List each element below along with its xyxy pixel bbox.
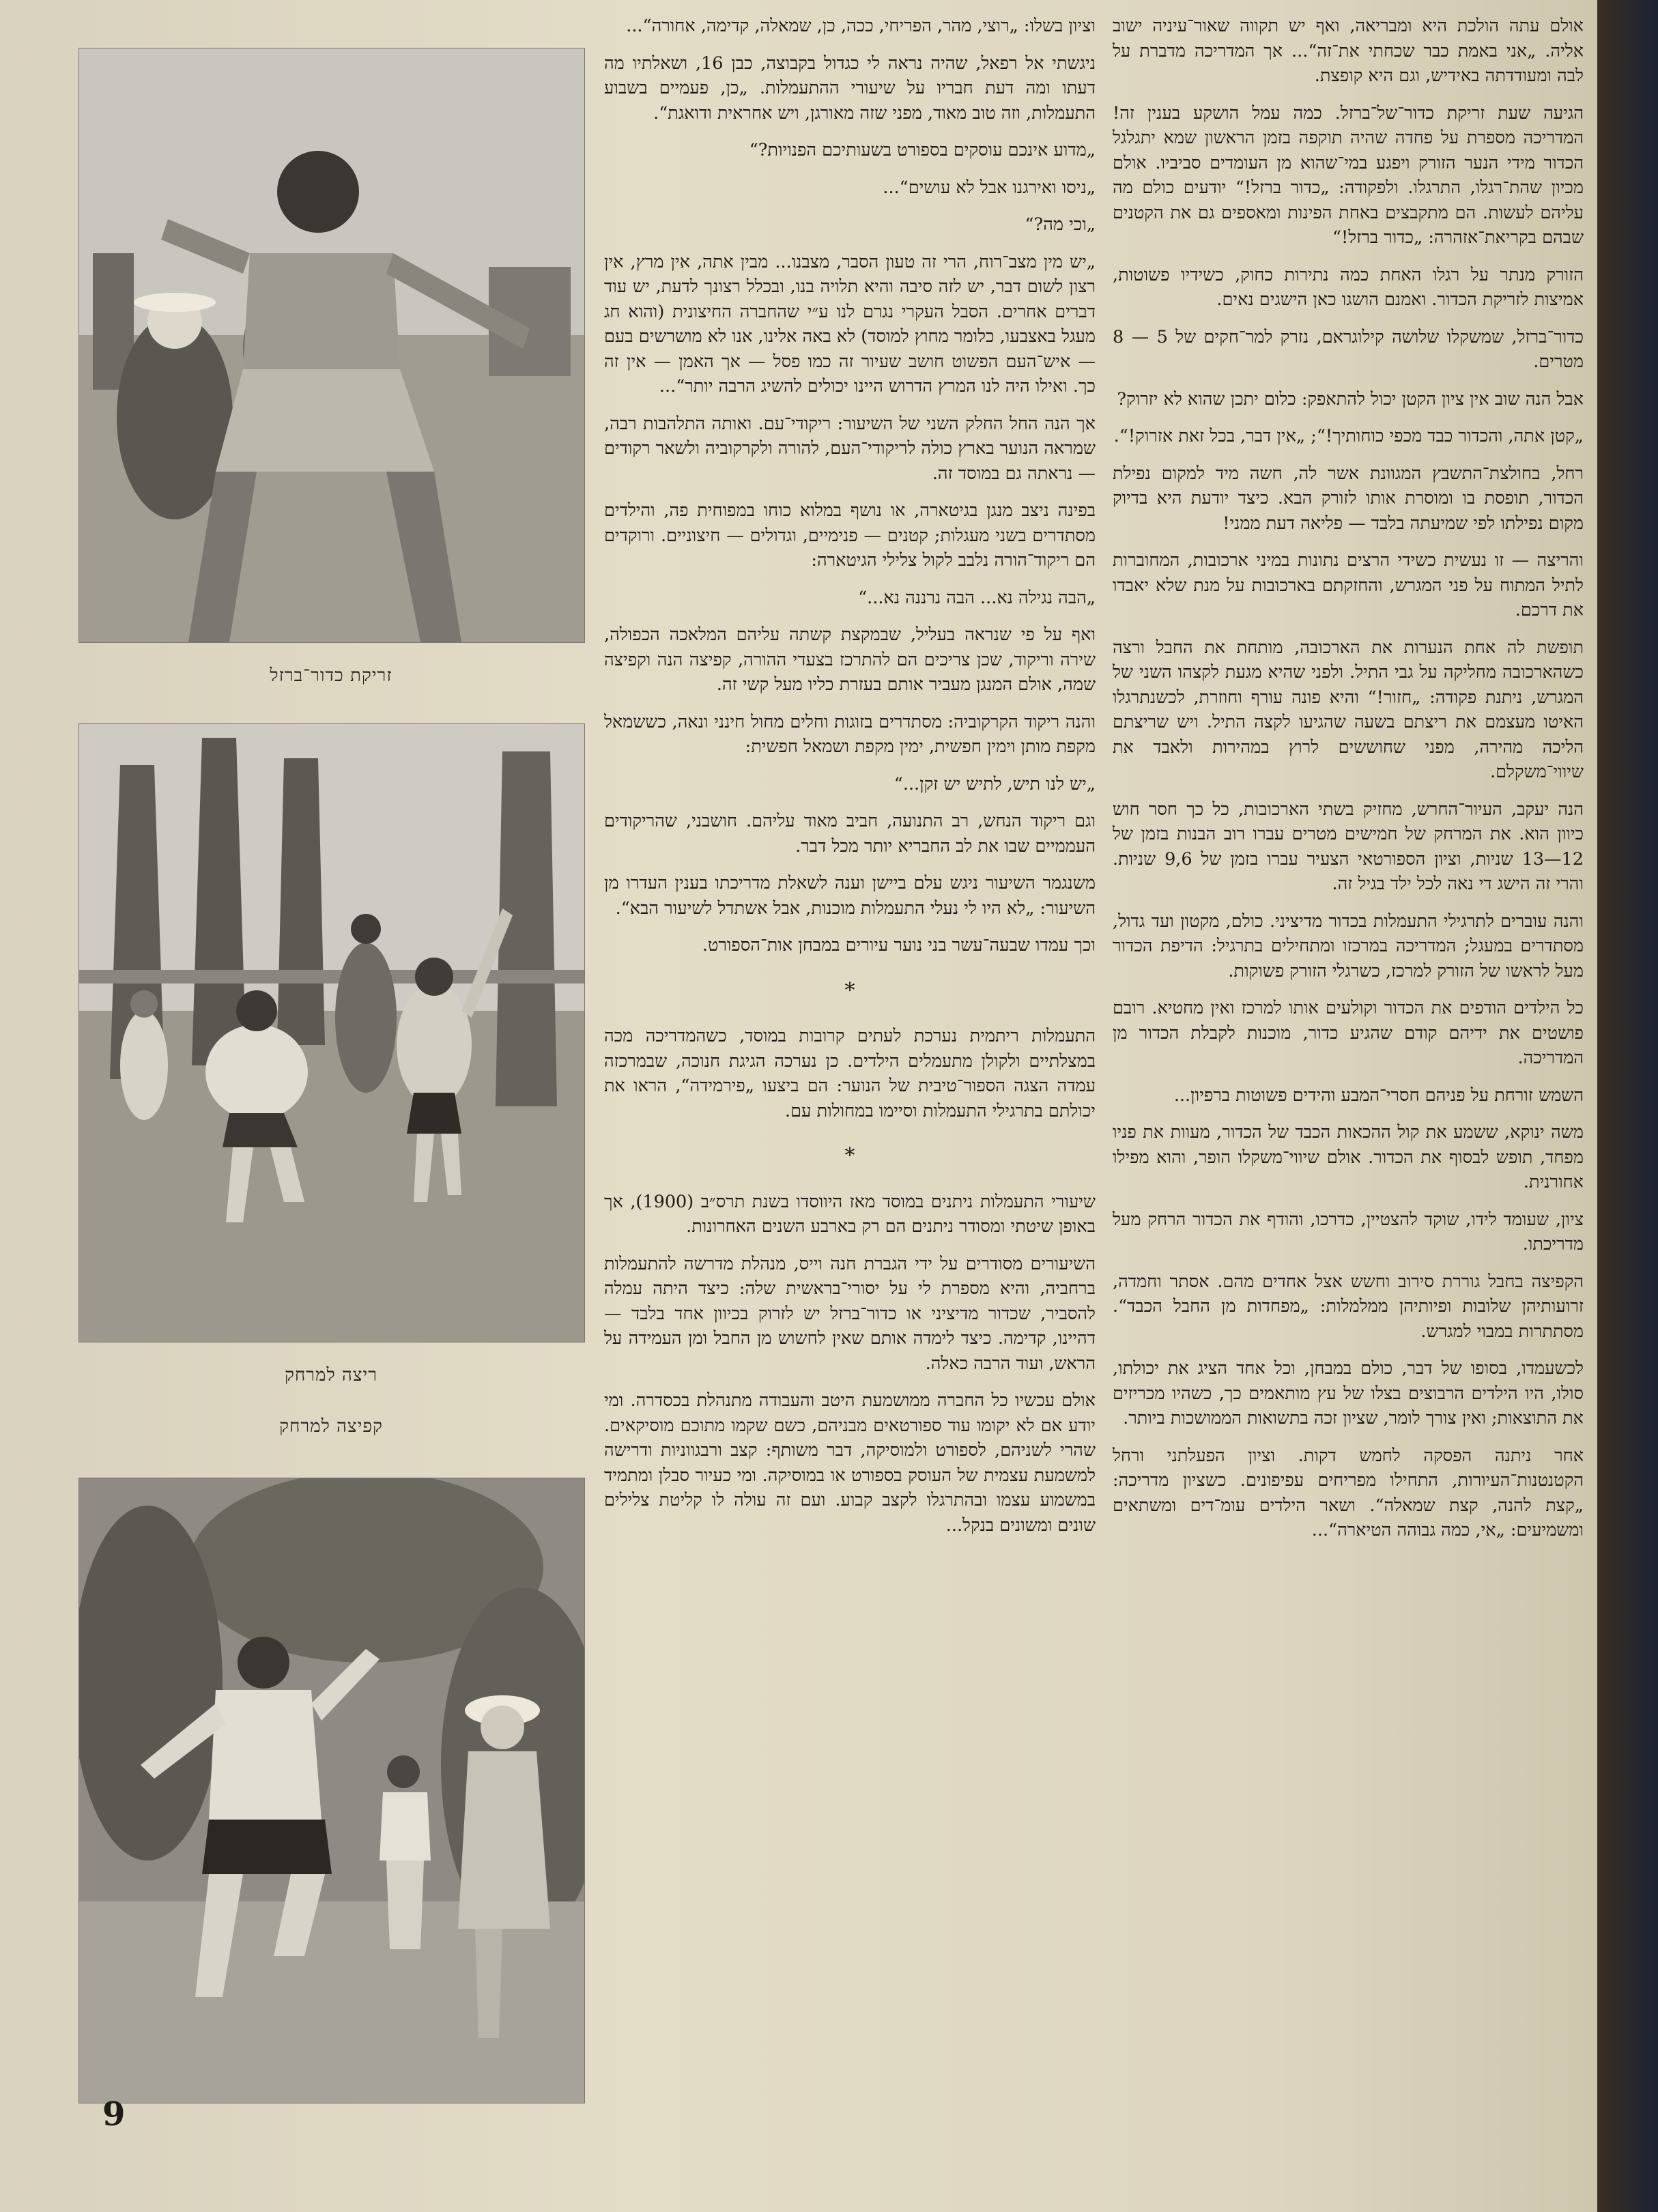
photo-running-image xyxy=(79,724,584,1342)
page-edge-shadow xyxy=(1597,0,1658,2212)
paragraph: אך הנה החל החלק השני של השיעור: ריקודי־עם. ואותה התלהבות רבה, שמראה הנוער בארץ כולה לריקודי־העם, להורה ולקרקוביה ולשאר רקודים — נראתה גם במוסד זה. xyxy=(604,413,1096,484)
photo-long-jump xyxy=(78,1478,585,2103)
paragraph: תופשת לה אחת הנערות את הארכובה, מותחת את החבל ורצה כשהארכובה מחליקה על גבי התיל. ולפני שהיא מגעת לקצהו השני של המגרש, ניתנת פקודה: „חזור!“ והיא פונה עורף וחוזרת, לכשנתרגלו האיטו מעצמם את ריצתם בשעה שהגיעו לקצה התיל. ויש שריצתם הליכה מהירה, מפני שחוששים לרוץ במהירות ולאבד את שיווי־משקלם. xyxy=(1113,637,1584,782)
section-divider: * xyxy=(844,1144,855,1168)
paragraph: לכשעמדו, בסופו של דבר, כולם במבחן, וכל אחד הציג את יכולתו, סולו, היו הילדים הרבוצים בצלו של עץ מותאמים כך, כשהיו מכריזים את התוצאות; ואין צורך לומר, שציון זכה בתשואות הממושכות ביותר. xyxy=(1113,1358,1584,1428)
photo-long-jump-image xyxy=(79,1478,584,2103)
left-text-column xyxy=(604,14,1096,1550)
paragraph: כדור־ברזל, שמשקלו שלושה קילוגראם, נזרק למר־חקים של 5 — 8 מטרים. xyxy=(1113,326,1584,372)
paragraph: „מדוע אינכם עוסקים בספורט בשעותיכם הפנויות?“ xyxy=(749,140,1096,160)
paragraph: „יש לנו תיש, לתיש יש זקן...“ xyxy=(894,773,1096,794)
paragraph: וגם ריקוד הנחש, רב התנועה, חביב מאוד עליהם. חושבני, שהריקודים העממיים שבו את לב החבריא יותר מכל דבר. xyxy=(604,811,1096,857)
paragraph: אחר ניתנה הפסקה לחמש דקות. וציון הפעלתני ורחל הקטנטנות־העיורות, התחילו מפריחים עפיפונים. כשציון מדריכה: „קצת להנה, קצת שמאלה“. ושאר הילדים עומ־דים ומשתאים ומשמיעים: „אי, כמה גבוהה הטיארה“... xyxy=(1113,1445,1584,1540)
paragraph: הזורק מנתר על רגלו האחת כמה נתירות כחוק, כשידיו פשוטות, אמיצות לזריקת הכדור. ואמנם הושגו כאן הישגים נאים. xyxy=(1113,264,1584,310)
caption-shot-put: זריקת כדור־ברזל xyxy=(270,665,392,686)
paragraph: שיעורי התעמלות ניתנים במוסד מאז היווסדו בשנת תרס״ב (1900), אך באופן שיטתי ומסודר ניתנים הם רק בארבע השנים האחרונות. xyxy=(604,1191,1096,1237)
paragraph: וציון בשלו: „רוצי, מהר, הפריחי, ככה, כן, שמאלה, קדימה, אחורה“... xyxy=(626,16,1096,36)
paragraph: השמש זורחת על פניהם חסרי־המבע והידים פשוטות ברפיון... xyxy=(1173,1085,1584,1106)
paragraph: „הבה נגילה נא... הבה נרננה נא...“ xyxy=(858,587,1096,608)
paragraph: ואף על פי שנראה בעליל, שבמקצת קשתה עליהם המלאכה הכפולה, שירה וריקוד, שכן צריכים הם להתרכז בצעדי ההורה, קפיצה הנה וקפיצה שמה, אולם המנגן מעביר אותם בעזרת כליו מעל קשי זה. xyxy=(604,624,1096,695)
paragraph: והריצה — זו נעשית כשידי הרצים נתונות במיני ארכובות, המחוברות לתיל המתוח על פני המגרש, והחזקתם בארכובות על מנת שלא יאבדו את דרכם. xyxy=(1113,550,1584,620)
paragraph: וכך עמדו שבעה־עשר בני נוער עיורים במבחן אות־הספורט. xyxy=(702,935,1096,956)
photo-running xyxy=(78,723,585,1342)
caption-long-jump: קפיצה למרחק xyxy=(279,1416,383,1437)
paragraph: והנה ריקוד הקרקוביה: מסתדרים בזוגות וחלים מחול חינני ונאה, כששמאל מקפת מותן וימין חפשית, ימין מקפת ושמאל חפשית: xyxy=(604,711,1096,757)
paragraph: משנגמר השיעור ניגש עלם ביישן וענה לשאלת מדריכתו בענין העדרו מן השיעור: „לא היו לי נעלי התעמלות מוכנות, אבל אשתדל לשיעור הבא“. xyxy=(604,873,1096,919)
photo-shot-put xyxy=(78,48,585,643)
paragraph: משה ינוקא, ששמע את קול ההכאות הכבד של הכדור, מעוות את פניו מפחד, תופש לבסוף את הכדור. אולם שיווי־משקלו הופר, והוא מפילו אחורנית. xyxy=(1113,1122,1584,1192)
paragraph: אולם עכשיו כל החברה ממושמעת היטב והעבודה מתנהלת בכסדרה. ומי יודע אם לא יקומו עוד ספורטאים מבניהם, כשם שקמו מתוכם מוסיקאים. שהרי לשניהם, לספורט ולמוסיקה, דבר משותף: קצב ורבגווניות ודרישה למשמעת עצמית של העוסק בספורט או במוסיקה. ומי כעיור סבלן ומתמיד במשמוע עצמו ובהתרגלו לקצב קבוע. ועם זה עולה לו קליטת צלילים שונים ומשונים בנקל... xyxy=(604,1390,1096,1536)
paragraph: „ניסו ואירגנו אבל לא עושים“... xyxy=(883,177,1096,198)
paragraph: כל הילדים הודפים את הכדור וקולעים אותו למרכז ואין מחטיא. רובם פושטים את ידיהם קודם שהגיע כדור, מוכנות לקבלת הכדור מן המדריכה. xyxy=(1113,998,1584,1068)
paragraph: בפינה ניצב מנגן בגיטארה, או נושף במלוא כוחו במפוחית פה, והילדים מסתדרים בשני מעגלות; קטנים — פנימיים, וגדולים — חיצוניים. ורוקדים הם ריקוד־הורה נלבב לקול צלילי הגיטארה: xyxy=(604,500,1096,571)
right-text-column xyxy=(1113,14,1584,1555)
paragraph: ציון, שעומד לידו, שוקד להצטיין, כדרכו, והודף את הכדור הרחק מעל מדריכתו. xyxy=(1113,1209,1584,1254)
paragraph: הקפיצה בחבל גוררת סירוב וחשש אצל אחדים מהם. אסתר וחמדה, זרועותיהן שלובות ופיותיהן ממלמלות: „מפחדות מן החבל הכבד“. מסתתרות במבוי למגרש. xyxy=(1113,1271,1584,1342)
paragraph: „וכי מה?“ xyxy=(1025,214,1096,235)
paragraph: אולם עתה הולכת היא ומבריאה, ואף יש תקווה שאור־עיניה ישוב אליה. „אני באמת כבר שכחתי את־זה“... אך המדריכה מדברת על לבה ומעודדתה באידיש, וגם היא קופצת. xyxy=(1113,16,1584,86)
paragraph: „יש מין מצב־רוח, הרי זה טעון הסבר, מצבנו... מבין אתה, אין מרץ, אין רצון לשום דבר, יש לזה סיבה והיא תלויה בנו, ובכלל רצונך לדעת, יש עוד דברים אחרים. הסבל העקרי נגרם לנו ע״י שהחברה החיצונית (והוא חג מעגל באצבעו, כלומר מחוץ למוסד) לא באה אלינו, אנו לא מושרשים בעם — איש־העם הפשוט חושב שעיור זה כמו פסל — אך האמן — אין זה כך. ואילו היה לנו המרץ הדרוש היינו יכולים להשיג הרבה יותר“... xyxy=(604,251,1096,397)
paragraph: התעמלות ריתמית נערכת לעתים קרובות במוסד, כשהמדריכה מכה במצלתיים ולקולן מתעמלים הילדים. כן נערכה הגיגת חנוכה, שבמרכזה עמדה הצגה הספור־טיבית של הנוער: הם ביצעו „פירמידה“, הראו את יכולתם בתרגילי התעמלות וסיימו במחולות עם. xyxy=(604,1026,1096,1121)
paragraph: רחל, בחולצת־התשבץ המגוונת אשר לה, חשה מיד למקום נפילת הכדור, תופסת בו ומוסרת אותו לזורק הבא. כיצד יודעת היא בדיוק מקום נפילתו לפי שמיעתה בלבד — פליאה דעת ממני! xyxy=(1113,463,1584,534)
paragraph: והנה עוברים לתרגילי התעמלות בכדור מדיציני. כולם, מקטון ועד גדול, מסתדרים במעגל; המדריכה במרכזו ומתחילים בתרגיל: הדיפת הכדור מעל לראשו של הזורק למרכז, כשרגלי הזורק פשוקות. xyxy=(1113,910,1584,981)
section-divider: * xyxy=(844,978,855,1003)
paragraph: הגיעה שעת זריקת כדור־של־ברזל. כמה עמל הושקע בענין זה! המדריכה מספרת על פחדה שהיה תוקפה בזמן הראשון שמא יתגלגל הכדור מידי הנער הזורק ויפגע במי־שהוא מן העומדים סביביו. אולם מכיון שהת־רגלו, התרגלו. ולפקודה: „כדור ברזל!“ יודעים כולם מה עליהם לעשות. הם מתקבצים באחת הפינות ומאספים גם את הקטנים שבהם בקריאת־אזהרה: „כדור ברזל!“ xyxy=(1113,102,1584,248)
paragraph: ניגשתי אל רפאל, שהיה נראה לי כגדול בקבוצה, כבן 16, ושאלתיו מה דעתו ומה דעת חבריו על שיעורי ההתעמלות. „כן, פעמיים בשבוע התעמלות, וזה טוב מאוד, מפני שזה מאורגן, ויש אחראית ודואגת“. xyxy=(604,53,1096,124)
page-number: 9 xyxy=(102,2095,126,2134)
paragraph: „קטן אתה, והכדור כבד מכפי כוחותיך!“; „אין דבר, בכל זאת אזרוק!“. xyxy=(1113,426,1584,446)
photo-shot-put-image xyxy=(79,48,584,642)
paragraph: השיעורים מסודרים על ידי הגברת חנה וייס, מנהלת מדרשה להתעמלות ברחביה, והיא מספרת לי על יסורי־בראשית שלה: כיצד היתה עמלה להסביר, שכדור מדיציני או כדור־ברזל יש לזרוק בכיוון אחד בלבד — דהיינו, קדימה. כיצד לימדה אותם שאין לחשוש מן החבל ומן העמידה על הראש, ועוד הרבה כאלה. xyxy=(604,1253,1096,1374)
paragraph: הנה יעקב, העיור־החרש, מחזיק בשתי הארכובות, כל כך חסר חוש כיוון הוא. את המרחק של חמישים מטרים עברו רוב הבנות בזמן של 12—13 שניות, וציון הספורטאי הצעיר עברו בזמן של 9,6 שניות. והרי זה הישג די נאה לכל ילד בגיל זה. xyxy=(1113,799,1584,894)
caption-running: ריצה למרחק xyxy=(284,1365,378,1385)
paragraph: אבל הנה שוב אין ציון הקטן יכול להתאפק: כלום יתכן שהוא לא יזרוק? xyxy=(1117,388,1584,410)
